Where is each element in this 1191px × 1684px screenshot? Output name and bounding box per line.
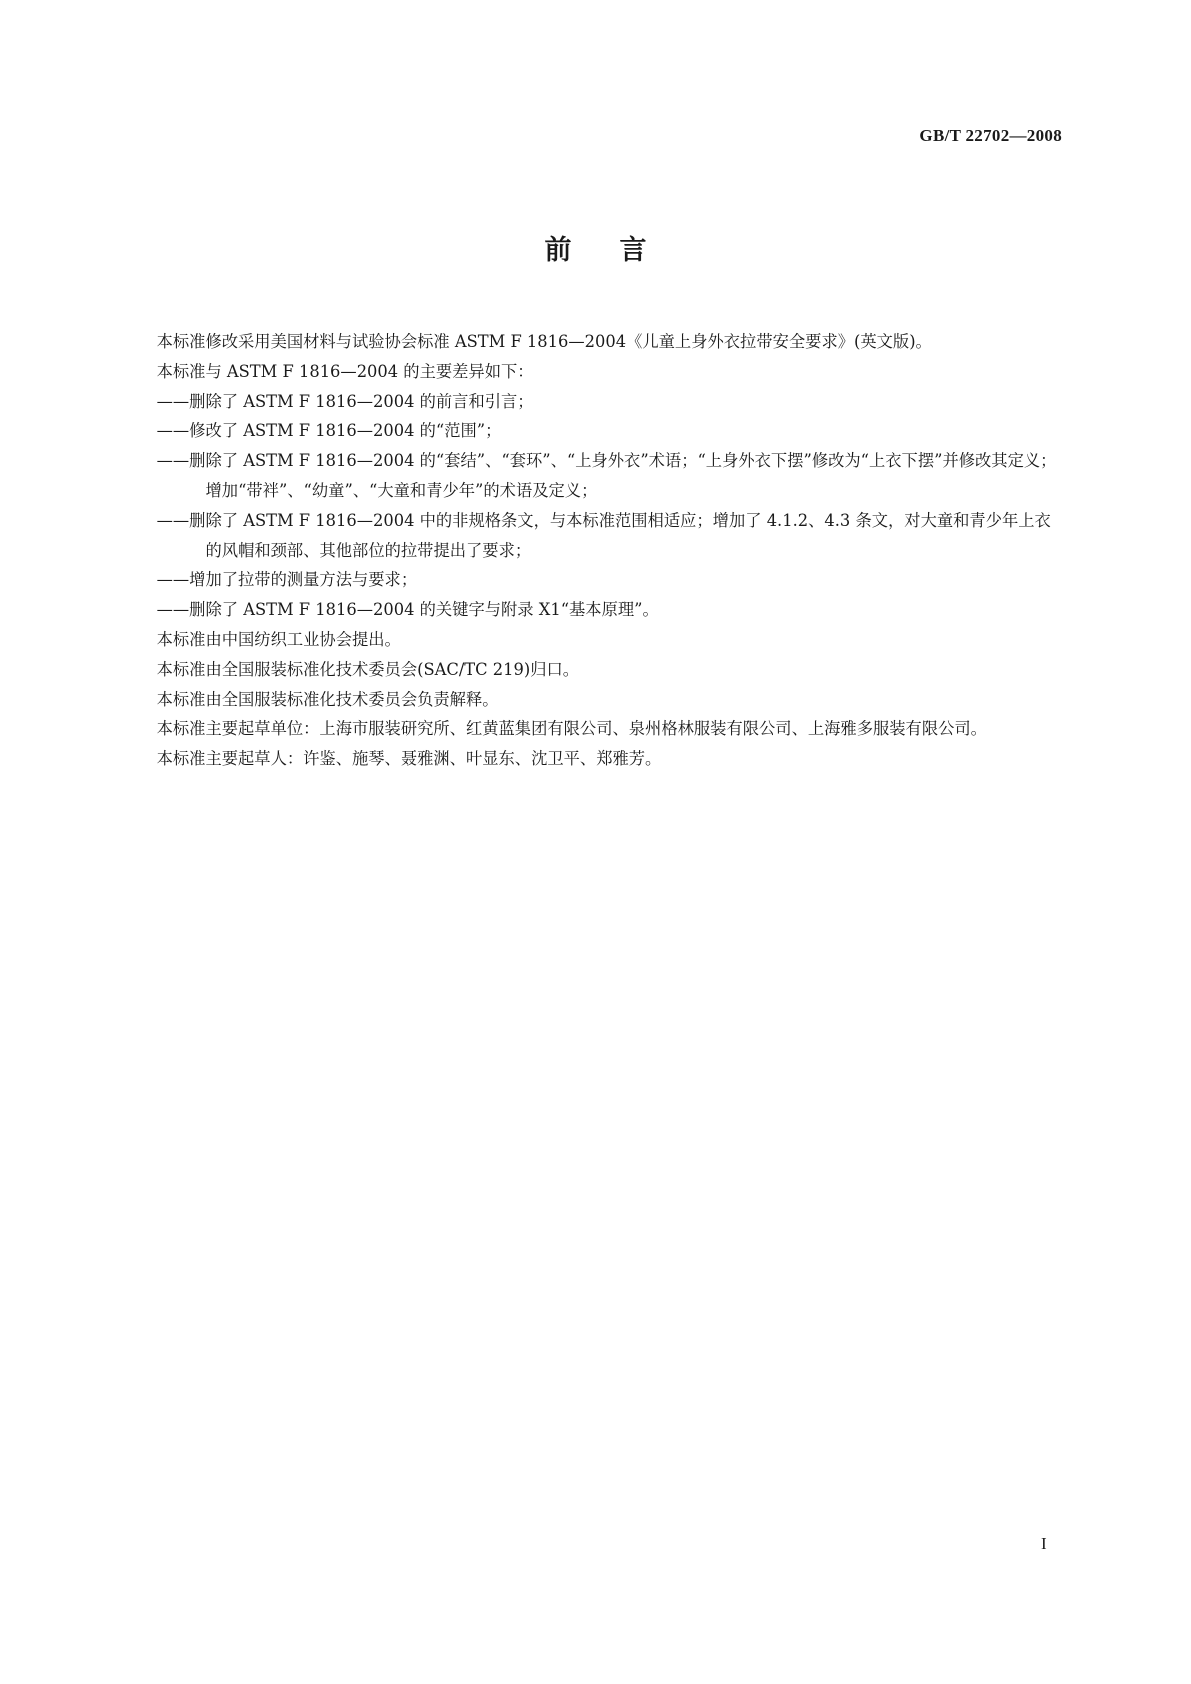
standard-code: GB/T 22702—2008 xyxy=(919,126,1062,145)
paragraph-drafters: 本标准主要起草人：许鉴、施琴、聂雅渊、叶显东、沈卫平、郑雅芳。 xyxy=(156,749,662,769)
paragraph-drafting-units: 本标准主要起草单位：上海市服装研究所、红黄蓝集团有限公司、泉州格林服装有限公司、上海雅多服装有限公司。 xyxy=(156,719,987,739)
paragraph-proposer: 本标准由中国纺织工业协会提出。 xyxy=(156,629,401,649)
list-item: ——删除了 ASTM F 1816—2004 的前言和引言； xyxy=(156,391,534,411)
page-number: I xyxy=(1041,1534,1047,1553)
paragraph-adoption: 本标准修改采用美国材料与试验协会标准 ASTM F 1816—2004《儿童上身外衣拉带安全要求》(英文版)。 xyxy=(156,332,932,351)
paragraph-centralized: 本标准由全国服装标准化技术委员会(SAC/TC 219)归口。 xyxy=(156,659,580,679)
page-title: 前言 xyxy=(544,235,695,266)
paragraph-differences-intro: 本标准与 ASTM F 1816—2004 的主要差异如下： xyxy=(156,361,534,381)
list-item: ——删除了 ASTM F 1816—2004 的“套结”、“套环”、“上身外衣”术语；“上身外衣下摆”修改为“上衣下摆”并修改其定义；增加“带袢”、“幼童”、“大童和青少年”的术语及定义； xyxy=(156,451,1057,500)
foreword-body xyxy=(124,327,1064,774)
paragraph-interpretation: 本标准由全国服装标准化技术委员会负责解释。 xyxy=(156,689,499,709)
list-item: ——增加了拉带的测量方法与要求； xyxy=(156,570,418,590)
list-item: ——删除了 ASTM F 1816—2004 中的非规格条文，与本标准范围相适应；增加了 4.1.2、4.3 条文，对大童和青少年上衣的风帽和颈部、其他部位的拉带提出了要求； xyxy=(156,510,1051,560)
list-item: ——修改了 ASTM F 1816—2004 的“范围”； xyxy=(156,421,502,441)
list-item: ——删除了 ASTM F 1816—2004 的关键字与附录 X1“基本原理”。 xyxy=(156,600,659,620)
